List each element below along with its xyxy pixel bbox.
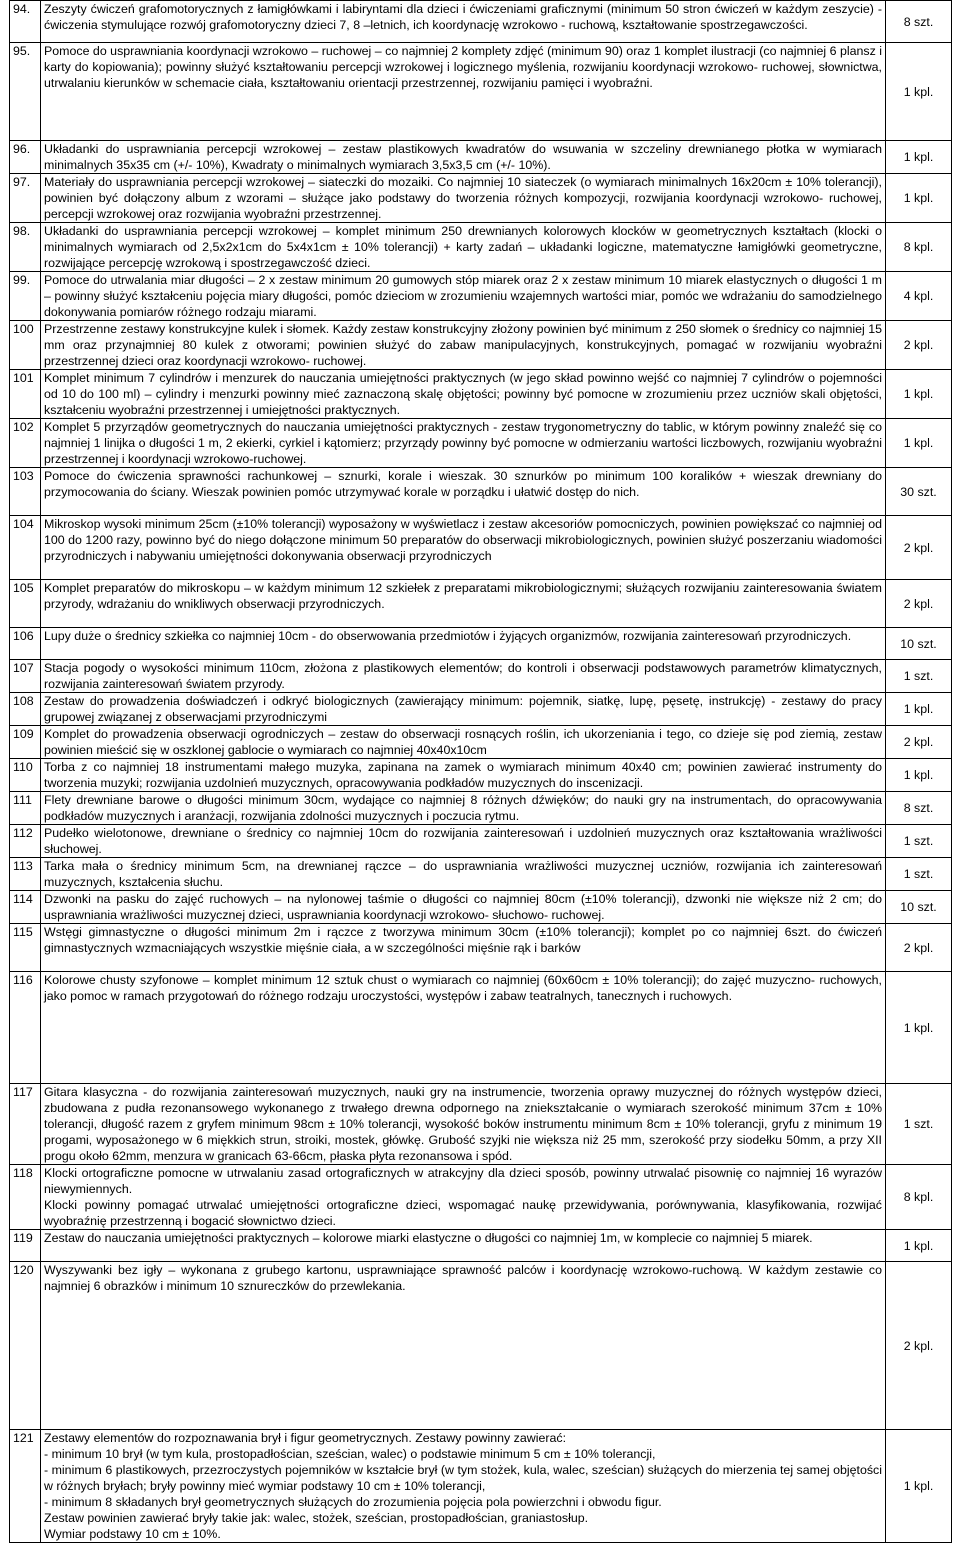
item-quantity: 1 kpl. — [886, 1430, 952, 1543]
description-line: Zestawy elementów do rozpoznawania brył i figur geometrycznych. Zestawy powinny zawierać: — [44, 1431, 567, 1445]
item-number: 115 — [10, 924, 41, 972]
item-description — [41, 580, 886, 628]
item-number: 100 — [10, 321, 41, 370]
description-line: - minimum 10 brył (w tym kula, prostopadłościan, sześcian, walec) o podstawie minimum 5 cm ± 10% tolerancji, — [44, 1447, 656, 1461]
item-number: 103 — [10, 468, 41, 516]
item-quantity: 4 kpl. — [886, 272, 952, 321]
item-quantity: 10 szt. — [886, 891, 952, 924]
item-quantity: 1 kpl. — [886, 1230, 952, 1262]
description-line: Dzwonki na pasku do zajęć ruchowych – na nylonowej taśmie o długości co najmniej 80cm (±10% tolerancji), dzwonki nie większe niż 2 cm; do usprawniania wrażliwości muzycznej dzieci, usprawniania koordynacji wzrokowo- słuchowo- ruchowej. — [44, 892, 882, 922]
table-row — [10, 419, 952, 468]
item-description — [41, 628, 886, 660]
item-number: 120 — [10, 1262, 41, 1430]
item-quantity: 1 kpl. — [886, 419, 952, 468]
item-number: 106 — [10, 628, 41, 660]
item-quantity: 2 kpl. — [886, 1262, 952, 1430]
table-row — [10, 972, 952, 1084]
description-line: Klocki powinny pomagać utrwalać umiejętności ortograficzne dzieci, wspomagać naukę przewidywania, porównywania, klasyfikowania, rozwijać wyobraźnię przestrzenną i bogacić słownictwo dzieci. — [44, 1198, 882, 1228]
item-description — [41, 1230, 886, 1262]
table-row — [10, 924, 952, 972]
item-quantity: 1 szt. — [886, 1084, 952, 1165]
item-quantity: 1 kpl. — [886, 972, 952, 1084]
table-row — [10, 1165, 952, 1230]
item-description — [41, 660, 886, 693]
table-row — [10, 174, 952, 223]
description-line: Komplet 5 przyrządów geometrycznych do nauczania umiejętności praktycznych - zestaw trygonometryczny do tablic, w którym powinny znaleźć się co najmniej 1 linijka o długości 1 m, 2 ekierki, cyrkiel i kątomierz; przyrządy powinny być pomocne w odmierzaniu wartości liczbowych, rozwijaniu wyobraźni przestrzennej i koordynacji wzrokowo-ruchowej. — [44, 420, 882, 466]
description-line: Kolorowe chusty szyfonowe – komplet minimum 12 sztuk chust o wymiarach co najmniej (60x60cm ± 10% tolerancji); do zajęć muzyczno- ruchowych, jako pomoc w ramach przygotowań do różnego rodzaju uroczystości, występów i zabaw teatralnych, tanecznych i ruchowych. — [44, 973, 882, 1003]
description-line: Wymiar podstawy 10 cm ± 10%. — [44, 1527, 221, 1541]
description-line: Tarka mała o średnicy minimum 5cm, na drewnianej rączce – do usprawniania wrażliwości muzycznej uczniów, rozwijania ich zainteresowań muzycznych, kształcenia słuchu. — [44, 859, 882, 889]
item-quantity: 1 kpl. — [886, 370, 952, 419]
item-quantity: 8 szt. — [886, 1, 952, 43]
item-description — [41, 891, 886, 924]
item-number: 98. — [10, 223, 41, 272]
description-line: Torba z co najmniej 18 instrumentami małego muzyka, zapinana na zamek o wymiarach minimum 40x40 cm; powinien zawierać instrumenty do tworzenia muzyki; rozwijania uzdolnień muzycznych, opracowywania podkładów muzycznych do inscenizacji. — [44, 760, 882, 790]
item-number: 110 — [10, 759, 41, 792]
item-description — [41, 693, 886, 726]
item-number: 121 — [10, 1430, 41, 1543]
item-number: 95. — [10, 43, 41, 141]
description-line: Zestaw do nauczania umiejętności praktycznych – kolorowe miarki elastyczne o długości co najmniej 1m, w komplecie co najmniej 5 miarek. — [44, 1231, 813, 1245]
table-row — [10, 43, 952, 141]
description-line: Wyszywanki bez igły – wykonana z grubego kartonu, usprawniające sprawność palców i koordynację wzrokowo-ruchową. W każdym zestawie co najmniej 6 obrazków i minimum 10 sznureczków do przewlekania. — [44, 1263, 882, 1293]
item-description — [41, 516, 886, 580]
item-description — [41, 370, 886, 419]
item-quantity: 1 kpl. — [886, 43, 952, 141]
item-description — [41, 272, 886, 321]
description-line: Materiały do usprawniania percepcji wzrokowej – siateczki do mozaiki. Co najmniej 10 siateczek (o wymiarach minimalnych 16x20cm ± 10% tolerancji), powinien być dołączony album z wzorami – służące jako podstawy do tworzenia różnych kompozycji, rozwijania koordynacji wzrokowo- ruchowej, percepcji wzrokowej oraz rozwijania wyobraźni przestrzennej. — [44, 175, 882, 221]
item-description — [41, 825, 886, 858]
item-quantity: 2 kpl. — [886, 580, 952, 628]
item-description — [41, 1084, 886, 1165]
item-quantity: 30 szt. — [886, 468, 952, 516]
table-row — [10, 1430, 952, 1543]
table-row — [10, 223, 952, 272]
description-line: Komplet minimum 7 cylindrów i menzurek do nauczania umiejętności praktycznych (w jego skład powinno wejść co najmniej 7 cylindrów o pojemności od 10 do 100 ml) – cylindry i menzurki powinny mieć zaznaczoną skalę objętości; powinny być pomocne w zrozumieniu przez uczniów skali objętości, kształceniu wyobraźni przestrzennej i umiejętności praktycznych. — [44, 371, 882, 417]
table-row — [10, 693, 952, 726]
item-number: 94. — [10, 1, 41, 43]
description-line: Wstęgi gimnastyczne o długości minimum 2m i rączce z tworzywa minimum 30cm (±10% tolerancji); komplet po co najmniej 6szt. do ćwiczeń gimnastycznych wzmacniających wszystkie mięśnie ciała, a w szczególności mięśnie rąk i barków — [44, 925, 882, 955]
description-line: - minimum 6 plastikowych, przezroczystych pojemników w kształcie brył (w tym stożek, kula, walec, sześcian) służących do mierzenia tej samej objętości w różnych bryłach; bryły powinny mieć wymiar podstawy 10 cm ± 10% tolerancji, — [44, 1463, 882, 1493]
description-line: Układanki do usprawniania percepcji wzrokowej – zestaw plastikowych kwadratów do wsuwania w szczeliny drewnianego płotka w wymiarach minimalnych 35x35 cm (+/- 10%), Kwadraty o minimalnych wymiarach 3,5x3,5 cm (+/- 10%). — [44, 142, 882, 172]
item-number: 114 — [10, 891, 41, 924]
item-number: 112 — [10, 825, 41, 858]
description-line: Pomoce do ćwiczenia sprawności rachunkowej – sznurki, korale i wieszak. 30 sznurków po minimum 100 koralików + wieszak drewniany do przymocowania do ściany. Wieszak powinien pomóc utrzymywać korale w porządku i ułatwić dostęp do nich. — [44, 469, 882, 499]
item-description — [41, 1430, 886, 1543]
description-line: Zeszyty ćwiczeń grafomotorycznych z łamigłówkami i labiryntami dla dzieci i ćwiczeniami graficznymi (minimum 50 stron ćwiczeń w każdym zeszycie) - ćwiczenia stymulujące rozwój grafomotoryczny dzieci 7, 8 –letnich, ich koordynację wzrokowo - ruchową, kształtowanie spostrzegawczości. — [44, 2, 882, 32]
item-description — [41, 419, 886, 468]
table-row — [10, 468, 952, 516]
item-number: 104 — [10, 516, 41, 580]
description-line: Pomoce do utrwalania miar długości – 2 x zestaw minimum 20 gumowych stóp miarek oraz 2 x zestaw minimum 10 miarek elastycznych o długości 1 m – powinny służyć kształceniu pojęcia miary długości, pomóc dzieciom w zrozumieniu wzajemnych wartości miar, pomóc we wdrażaniu do samodzielnego dokonywania pomiarów różnego rodzaju miarami. — [44, 273, 882, 319]
description-line: Zestaw do prowadzenia doświadczeń i odkryć biologicznych (zawierający minimum: pojemnik, siatkę, lupę, pęsetę, instrukcję) - zestawy do pracy grupowej związanej z obserwacjami przyrodniczymi — [44, 694, 882, 724]
description-line: Mikroskop wysoki minimum 25cm (±10% tolerancji) wyposażony w wyświetlacz i zestaw akcesoriów pomocniczych, powinien powiększać co najmniej od 100 do 1200 razy, powinno być do niego dołączone minimum 50 preparatów do obserwacji mikrobiologicznych, powinien służyć poszerzaniu wiadomości przyrodniczych i nabywaniu umiejętności dokonywania obserwacji przyrodniczych — [44, 517, 882, 563]
item-number: 108 — [10, 693, 41, 726]
description-line: Flety drewniane barowe o długości minimum 30cm, wydające co najmniej 8 różnych dźwięków; do nauki gry na instrumentach, do opracowywania podkładów muzycznych i aranżacji, rozwijania zdolności muzycznych i poczucia rytmu. — [44, 793, 882, 823]
description-line: Komplet preparatów do mikroskopu – w każdym minimum 12 szkiełek z preparatami mikrobiologicznymi; służących rozwijaniu zainteresowania światem przyrody, wdrażaniu do wnikliwych obserwacji przyrodniczych. — [44, 581, 882, 611]
item-quantity: 8 szt. — [886, 792, 952, 825]
item-description — [41, 858, 886, 891]
table-row — [10, 141, 952, 174]
item-description — [41, 1262, 886, 1430]
item-number: 113 — [10, 858, 41, 891]
table-row — [10, 628, 952, 660]
description-line: Przestrzenne zestawy konstrukcyjne kulek i słomek. Każdy zestaw konstrukcyjny złożony powinien być minimum z 250 słomek o średnicy co najmniej 15 mm oraz przynajmniej 80 kulek z otworami; powinien służyć do zabaw manipulacyjnych, konstrukcyjnych, pomagać w rozwijaniu wyobraźni przestrzennej dzieci oraz koordynacji wzrokowo- ruchowej. — [44, 322, 882, 368]
description-line: Klocki ortograficzne pomocne w utrwalaniu zasad ortograficznych w atrakcyjny dla dzieci sposób, powinny utrwalać pisownię co najmniej 16 wyrazów niewymiennych. — [44, 1166, 882, 1196]
item-quantity: 2 kpl. — [886, 726, 952, 759]
description-line: Pudełko wielotonowe, drewniane o średnicy co najmniej 10cm do rozwijania zainteresowań i uzdolnień muzycznych oraz kształtowania wrażliwości słuchowej. — [44, 826, 882, 856]
item-description — [41, 43, 886, 141]
description-line: - minimum 8 składanych brył geometrycznych służących do zrozumienia pojęcia pola powierzchni i obwodu figur. — [44, 1495, 662, 1509]
item-description — [41, 141, 886, 174]
item-description — [41, 468, 886, 516]
item-description — [41, 1, 886, 43]
item-description — [41, 792, 886, 825]
item-number: 118 — [10, 1165, 41, 1230]
item-number: 119 — [10, 1230, 41, 1262]
item-description — [41, 174, 886, 223]
table-row — [10, 272, 952, 321]
description-line: Lupy duże o średnicy szkiełka co najmniej 10cm - do obserwowania przedmiotów i żyjących organizmów, rozwijania zainteresowań przyrodniczych. — [44, 629, 852, 643]
item-description — [41, 321, 886, 370]
item-description — [41, 972, 886, 1084]
item-number: 105 — [10, 580, 41, 628]
item-quantity: 2 kpl. — [886, 924, 952, 972]
item-description — [41, 1165, 886, 1230]
item-number: 117 — [10, 1084, 41, 1165]
item-number: 109 — [10, 726, 41, 759]
table-row — [10, 516, 952, 580]
item-quantity: 2 kpl. — [886, 516, 952, 580]
table-row — [10, 825, 952, 858]
description-line: Zestaw powinien zawierać bryły takie jak: walec, stożek, sześcian, prostopadłościan, graniastosłup. — [44, 1511, 589, 1525]
description-line: Stacja pogody o wysokości minimum 110cm, złożona z plastikowych elementów; do kontroli i obserwacji podstawowych parametrów klimatycznych, rozwijania zainteresowań światem przyrody. — [44, 661, 882, 691]
item-description — [41, 924, 886, 972]
description-line: Gitara klasyczna - do rozwijania zainteresowań muzycznych, nauki gry na instrumencie, tworzenia oprawy muzycznej do różnych występów dzieci, zbudowana z pudła rezonansowego wykonanego z trwałego drewna odpornego na zniekształcanie o wymiarach szerokość minimum 37cm ± 10% tolerancji, długość razem z gryfem minimum 98cm ± 10% tolerancji, wysokość boków instrumentu minimum 8cm ± 10% tolerancji, gryfu z minimum 19 progami, wyposażonego w 6 miękkich strun, stroiki, mostek, główkę. Grubość szyjki nie większa niż 25 mm, szerokość przy siodełku 50mm, a przy XII progu około 62mm, menzura w granicach 63-66cm, płaska płyta rezonansowa i spód. — [44, 1085, 882, 1163]
item-quantity: 1 kpl. — [886, 141, 952, 174]
item-quantity: 1 szt. — [886, 825, 952, 858]
item-quantity: 8 kpl. — [886, 1165, 952, 1230]
table-row — [10, 321, 952, 370]
item-number: 99. — [10, 272, 41, 321]
table-row — [10, 1084, 952, 1165]
table-row — [10, 660, 952, 693]
item-quantity: 1 kpl. — [886, 759, 952, 792]
item-description — [41, 759, 886, 792]
item-description — [41, 223, 886, 272]
items-table — [9, 0, 952, 1543]
item-description — [41, 726, 886, 759]
item-quantity: 1 kpl. — [886, 693, 952, 726]
description-line: Pomoce do usprawniania koordynacji wzrokowo – ruchowej – co najmniej 2 komplety zdjęć (minimum 90) oraz 1 komplet ilustracji (co najmniej 6 plansz i karty do kopiowania); powinny służyć kształtowaniu percepcji wzrokowej i logicznego myślenia, rozwijaniu koordynacji wzrokowo- ruchowej, słownictwa, utrwalaniu kierunków w schemacie ciała, kształtowaniu orientacji przestrzennej, rozwijaniu pamięci i wyobraźni. — [44, 44, 882, 90]
item-quantity: 10 szt. — [886, 628, 952, 660]
item-quantity: 1 szt. — [886, 660, 952, 693]
item-quantity: 1 szt. — [886, 858, 952, 891]
item-number: 96. — [10, 141, 41, 174]
description-line: Komplet do prowadzenia obserwacji ogrodniczych – zestaw do obserwacji rosnących roślin, ich ukorzeniania i tego, co dzieje się pod ziemią, zestaw powinien mieścić się w oszklonej gablocie o wymiarach co najmniej 40x40x10cm — [44, 727, 882, 757]
table-row — [10, 726, 952, 759]
item-quantity: 8 kpl. — [886, 223, 952, 272]
item-quantity: 2 kpl. — [886, 321, 952, 370]
table-row — [10, 580, 952, 628]
table-row — [10, 1262, 952, 1430]
item-number: 97. — [10, 174, 41, 223]
table-row — [10, 891, 952, 924]
table-row — [10, 370, 952, 419]
item-number: 101 — [10, 370, 41, 419]
table-row — [10, 858, 952, 891]
item-quantity: 1 kpl. — [886, 174, 952, 223]
item-number: 116 — [10, 972, 41, 1084]
table-row — [10, 792, 952, 825]
document-page — [9, 0, 951, 1543]
description-line: Układanki do usprawniania percepcji wzrokowej – komplet minimum 250 drewnianych kolorowych klocków w geometrycznych kształtach (klocki o minimalnych wymiarach od 2,5x2x1cm do 5x4x1cm ± 10% tolerancji) + karty zadań – układanki logiczne, matematyczne łamigłówki geometryczne, rozwijające percepcję wzrokową i spostrzegawczość dzieci. — [44, 224, 882, 270]
table-row — [10, 759, 952, 792]
item-number: 102 — [10, 419, 41, 468]
item-number: 107 — [10, 660, 41, 693]
item-number: 111 — [10, 792, 41, 825]
table-row — [10, 1, 952, 43]
table-row — [10, 1230, 952, 1262]
